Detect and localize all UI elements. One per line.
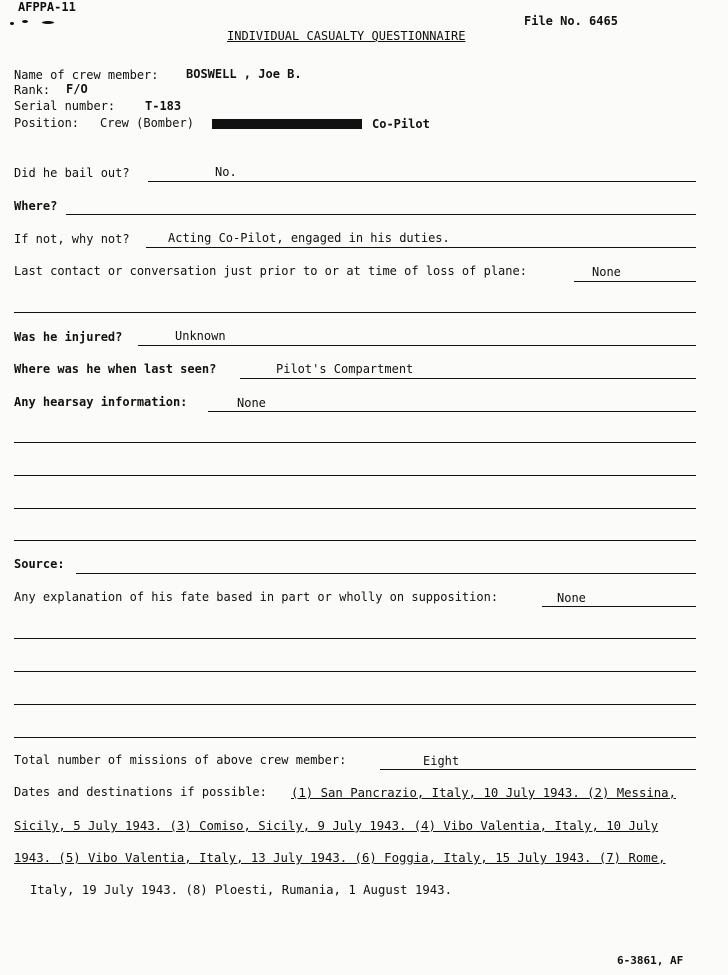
ink-speck	[42, 21, 54, 24]
answer-line	[14, 312, 696, 313]
explanation-label: Any explanation of his fate based in part or wholly on supposition:	[14, 590, 499, 604]
answer-line	[14, 671, 696, 672]
answer-line	[14, 638, 696, 639]
position-label: Position:	[14, 116, 80, 130]
answer-line	[208, 411, 696, 412]
injured-label: Was he injured?	[14, 330, 123, 344]
answer-line	[380, 769, 696, 770]
crew-name-value: BOSWELL , Joe B.	[186, 67, 302, 81]
hearsay-label: Any hearsay information:	[14, 395, 188, 409]
rank-value: F/O	[66, 82, 88, 96]
missions-label: Total number of missions of above crew member:	[14, 753, 347, 767]
redaction-strike	[212, 119, 362, 129]
lastseen-label: Where was he when last seen?	[14, 362, 217, 376]
answer-line	[574, 281, 696, 282]
source-label: Source:	[14, 557, 65, 571]
form-code: AFPPA-11	[18, 0, 76, 14]
answer-line	[76, 573, 696, 574]
answer-line	[14, 737, 696, 738]
answer-line	[14, 475, 696, 476]
dates-label: Dates and destinations if possible:	[14, 785, 267, 799]
serial-value: T-183	[145, 99, 182, 113]
lastseen-value: Pilot's Compartment	[276, 362, 414, 376]
ifnot-label: If not, why not?	[14, 232, 130, 246]
dates-line-1: (1) San Pancrazio, Italy, 10 July 1943. (2) Messina,	[291, 786, 676, 800]
explanation-value: None	[557, 591, 586, 605]
contact-value: None	[592, 265, 621, 279]
answer-line	[66, 214, 696, 215]
missions-value: Eight	[423, 754, 460, 768]
crew-name-label: Name of crew member:	[14, 68, 159, 82]
answer-line	[14, 508, 696, 509]
ifnot-value: Acting Co-Pilot, engaged in his duties.	[168, 231, 450, 245]
footer-form-code: 6-3861, AF	[617, 954, 684, 967]
form-title: INDIVIDUAL CASUALTY QUESTIONNAIRE	[227, 29, 466, 43]
answer-line	[138, 345, 696, 346]
rank-label: Rank:	[14, 83, 51, 97]
answer-line	[14, 540, 696, 541]
bail-value: No.	[215, 165, 237, 179]
hearsay-value: None	[237, 396, 266, 410]
contact-label: Last contact or conversation just prior to or at time of loss of plane:	[14, 264, 527, 278]
injured-value: Unknown	[175, 329, 226, 343]
answer-line	[542, 606, 696, 607]
answer-line	[240, 378, 696, 379]
ink-speck	[10, 22, 14, 25]
answer-line	[148, 181, 696, 182]
serial-label: Serial number:	[14, 99, 116, 113]
ink-speck	[22, 20, 28, 23]
position-value: Crew (Bomber)	[100, 116, 194, 130]
dates-line-3: 1943. (5) Vibo Valentia, Italy, 13 July 1943. (6) Foggia, Italy, 15 July 1943. (7) Rome,	[14, 851, 666, 865]
where-label: Where?	[14, 199, 58, 213]
bail-label: Did he bail out?	[14, 166, 130, 180]
answer-line	[14, 704, 696, 705]
file-number: File No. 6465	[524, 14, 618, 28]
answer-line	[14, 442, 696, 443]
answer-line	[146, 247, 696, 248]
position-co-pilot: Co-Pilot	[372, 117, 430, 131]
dates-line-2: Sicily, 5 July 1943. (3) Comiso, Sicily, 9 July 1943. (4) Vibo Valentia, Italy, 10 July	[14, 819, 659, 833]
dates-line-4: Italy, 19 July 1943. (8) Ploesti, Rumania, 1 August 1943.	[30, 883, 452, 897]
